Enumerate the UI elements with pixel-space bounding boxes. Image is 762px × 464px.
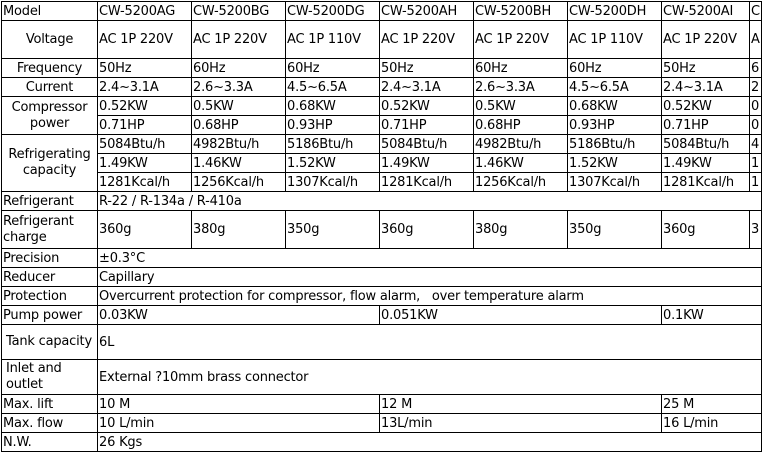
voltage-cell: AC 1P 220V bbox=[474, 21, 568, 59]
voltage-cell: A bbox=[750, 21, 762, 59]
compressor-kw-cell: 0.5KW bbox=[192, 97, 286, 116]
model-cell: CW-5200AG bbox=[98, 2, 192, 21]
current-cell: 2 bbox=[750, 78, 762, 97]
pump-power-cell: 0.03KW bbox=[98, 306, 380, 325]
compressor-kw-cell: 0.68KW bbox=[568, 97, 662, 116]
frequency-cell: 60Hz bbox=[192, 59, 286, 78]
capacity-btu-cell: 5084Btu/h bbox=[380, 135, 474, 154]
frequency-cell: 50Hz bbox=[98, 59, 192, 78]
label-refrigerating-capacity: Refrigerating capacity bbox=[2, 135, 98, 192]
capacity-kw-cell: 1 bbox=[750, 154, 762, 173]
current-cell: 2.4~3.1A bbox=[98, 78, 192, 97]
charge-cell: 3 bbox=[750, 211, 762, 249]
row-inlet-outlet bbox=[2, 360, 762, 395]
row-capacity-btu bbox=[2, 135, 762, 154]
row-refrigerant-charge bbox=[2, 211, 762, 249]
label-frequency: Frequency bbox=[2, 59, 98, 78]
label-protection: Protection bbox=[2, 287, 98, 306]
compressor-hp-cell: 0.68HP bbox=[474, 116, 568, 135]
row-capacity-kw bbox=[2, 154, 762, 173]
compressor-hp-cell: 0.71HP bbox=[380, 116, 474, 135]
capacity-btu-cell: 5186Btu/h bbox=[286, 135, 380, 154]
row-max-lift bbox=[2, 395, 762, 414]
max-flow-cell: 13L/min bbox=[380, 414, 662, 433]
capacity-kw-cell: 1.49KW bbox=[380, 154, 474, 173]
capacity-btu-cell: 5084Btu/h bbox=[98, 135, 192, 154]
capacity-btu-cell: 5186Btu/h bbox=[568, 135, 662, 154]
charge-cell: 380g bbox=[192, 211, 286, 249]
capacity-kcal-cell: 1281Kcal/h bbox=[380, 173, 474, 192]
label-reducer: Reducer bbox=[2, 268, 98, 287]
pump-power-cell: 0.051KW bbox=[380, 306, 662, 325]
label-compressor-power: Compressor power bbox=[2, 97, 98, 135]
voltage-cell: AC 1P 110V bbox=[568, 21, 662, 59]
label-model: Model bbox=[2, 2, 98, 21]
capacity-kcal-cell: 1 bbox=[750, 173, 762, 192]
current-cell: 2.6~3.3A bbox=[192, 78, 286, 97]
row-model bbox=[2, 2, 762, 21]
compressor-hp-cell: 0.71HP bbox=[662, 116, 750, 135]
row-nw bbox=[2, 433, 762, 452]
capacity-kw-cell: 1.52KW bbox=[568, 154, 662, 173]
charge-cell: 350g bbox=[286, 211, 380, 249]
capacity-kcal-cell: 1307Kcal/h bbox=[286, 173, 380, 192]
compressor-kw-cell: 0.68KW bbox=[286, 97, 380, 116]
capacity-btu-cell: 5084Btu/h bbox=[662, 135, 750, 154]
max-flow-cell: 16 L/min bbox=[662, 414, 762, 433]
spec-table bbox=[1, 1, 762, 452]
label-current: Current bbox=[2, 78, 98, 97]
label-nw: N.W. bbox=[2, 433, 98, 452]
charge-cell: 350g bbox=[568, 211, 662, 249]
frequency-cell: 60Hz bbox=[474, 59, 568, 78]
voltage-cell: AC 1P 220V bbox=[98, 21, 192, 59]
compressor-kw-cell: 0.52KW bbox=[662, 97, 750, 116]
model-cell: CW-5200BG bbox=[192, 2, 286, 21]
capacity-kw-cell: 1.46KW bbox=[474, 154, 568, 173]
capacity-kw-cell: 1.46KW bbox=[192, 154, 286, 173]
tank-capacity-cell: 6L bbox=[98, 325, 762, 360]
voltage-cell: AC 1P 220V bbox=[662, 21, 750, 59]
current-cell: 2.6~3.3A bbox=[474, 78, 568, 97]
row-reducer bbox=[2, 268, 762, 287]
capacity-kcal-cell: 1256Kcal/h bbox=[192, 173, 286, 192]
label-refrigerant-charge: Refrigerant charge bbox=[2, 211, 98, 249]
row-pump-power bbox=[2, 306, 762, 325]
current-cell: 2.4~3.1A bbox=[662, 78, 750, 97]
current-cell: 4.5~6.5A bbox=[286, 78, 380, 97]
row-protection bbox=[2, 287, 762, 306]
current-cell: 4.5~6.5A bbox=[568, 78, 662, 97]
model-cell: CW-5200AI bbox=[662, 2, 750, 21]
capacity-btu-cell: 4 bbox=[750, 135, 762, 154]
row-max-flow bbox=[2, 414, 762, 433]
capacity-kw-cell: 1.49KW bbox=[662, 154, 750, 173]
charge-cell: 360g bbox=[98, 211, 192, 249]
label-max-lift: Max. lift bbox=[2, 395, 98, 414]
capacity-kcal-cell: 1281Kcal/h bbox=[662, 173, 750, 192]
compressor-hp-cell: 0.93HP bbox=[286, 116, 380, 135]
compressor-hp-cell: 0.68HP bbox=[192, 116, 286, 135]
capacity-kcal-cell: 1256Kcal/h bbox=[474, 173, 568, 192]
row-precision bbox=[2, 249, 762, 268]
frequency-cell: 60Hz bbox=[286, 59, 380, 78]
compressor-kw-cell: 0.5KW bbox=[474, 97, 568, 116]
row-current bbox=[2, 78, 762, 97]
capacity-btu-cell: 4982Btu/h bbox=[474, 135, 568, 154]
capacity-kw-cell: 1.49KW bbox=[98, 154, 192, 173]
precision-cell: ±0.3°C bbox=[98, 249, 762, 268]
max-lift-cell: 10 M bbox=[98, 395, 380, 414]
model-cell: CW-5200BH bbox=[474, 2, 568, 21]
voltage-cell: AC 1P 220V bbox=[380, 21, 474, 59]
reducer-cell: Capillary bbox=[98, 268, 762, 287]
row-compressor-kw bbox=[2, 97, 762, 116]
model-cell: CW-5200AH bbox=[380, 2, 474, 21]
compressor-kw-cell: 0 bbox=[750, 97, 762, 116]
compressor-hp-cell: 0.93HP bbox=[568, 116, 662, 135]
max-lift-cell: 12 M bbox=[380, 395, 662, 414]
model-cell: CW-5200DG bbox=[286, 2, 380, 21]
label-precision: Precision bbox=[2, 249, 98, 268]
charge-cell: 360g bbox=[380, 211, 474, 249]
compressor-kw-cell: 0.52KW bbox=[380, 97, 474, 116]
compressor-kw-cell: 0.52KW bbox=[98, 97, 192, 116]
row-compressor-hp bbox=[2, 116, 762, 135]
charge-cell: 360g bbox=[662, 211, 750, 249]
row-refrigerant bbox=[2, 192, 762, 211]
capacity-kcal-cell: 1307Kcal/h bbox=[568, 173, 662, 192]
label-inlet-outlet: Inlet and outlet bbox=[2, 360, 98, 395]
frequency-cell: 6 bbox=[750, 59, 762, 78]
model-cell: C bbox=[751, 3, 760, 19]
model-cell: CW-5200DH bbox=[568, 2, 662, 21]
row-frequency bbox=[2, 59, 762, 78]
label-tank-capacity: Tank capacity bbox=[2, 325, 98, 360]
voltage-cell: AC 1P 110V bbox=[286, 21, 380, 59]
voltage-cell: AC 1P 220V bbox=[192, 21, 286, 59]
current-cell: 2.4~3.1A bbox=[380, 78, 474, 97]
compressor-hp-cell: 0.71HP bbox=[98, 116, 192, 135]
capacity-btu-cell: 4982Btu/h bbox=[192, 135, 286, 154]
pump-power-cell: 0.1KW bbox=[662, 306, 762, 325]
max-flow-cell: 10 L/min bbox=[98, 414, 380, 433]
frequency-cell: 50Hz bbox=[380, 59, 474, 78]
label-refrigerant: Refrigerant bbox=[2, 192, 98, 211]
compressor-hp-cell: 0 bbox=[750, 116, 762, 135]
frequency-cell: 60Hz bbox=[568, 59, 662, 78]
frequency-cell: 50Hz bbox=[662, 59, 750, 78]
label-voltage: Voltage bbox=[2, 21, 98, 59]
label-pump-power: Pump power bbox=[2, 306, 98, 325]
row-capacity-kcal bbox=[2, 173, 762, 192]
refrigerant-cell: R-22 / R-134a / R-410a bbox=[98, 192, 762, 211]
inlet-outlet-cell: External ?10mm brass connector bbox=[98, 360, 762, 395]
charge-cell: 380g bbox=[474, 211, 568, 249]
nw-cell: 26 Kgs bbox=[98, 433, 762, 452]
max-lift-cell: 25 M bbox=[662, 395, 762, 414]
label-max-flow: Max. flow bbox=[2, 414, 98, 433]
protection-cell: Overcurrent protection for compressor, flow alarm, over temperature alarm bbox=[98, 287, 762, 306]
capacity-kw-cell: 1.52KW bbox=[286, 154, 380, 173]
row-tank-capacity bbox=[2, 325, 762, 360]
row-voltage bbox=[2, 21, 762, 59]
capacity-kcal-cell: 1281Kcal/h bbox=[98, 173, 192, 192]
